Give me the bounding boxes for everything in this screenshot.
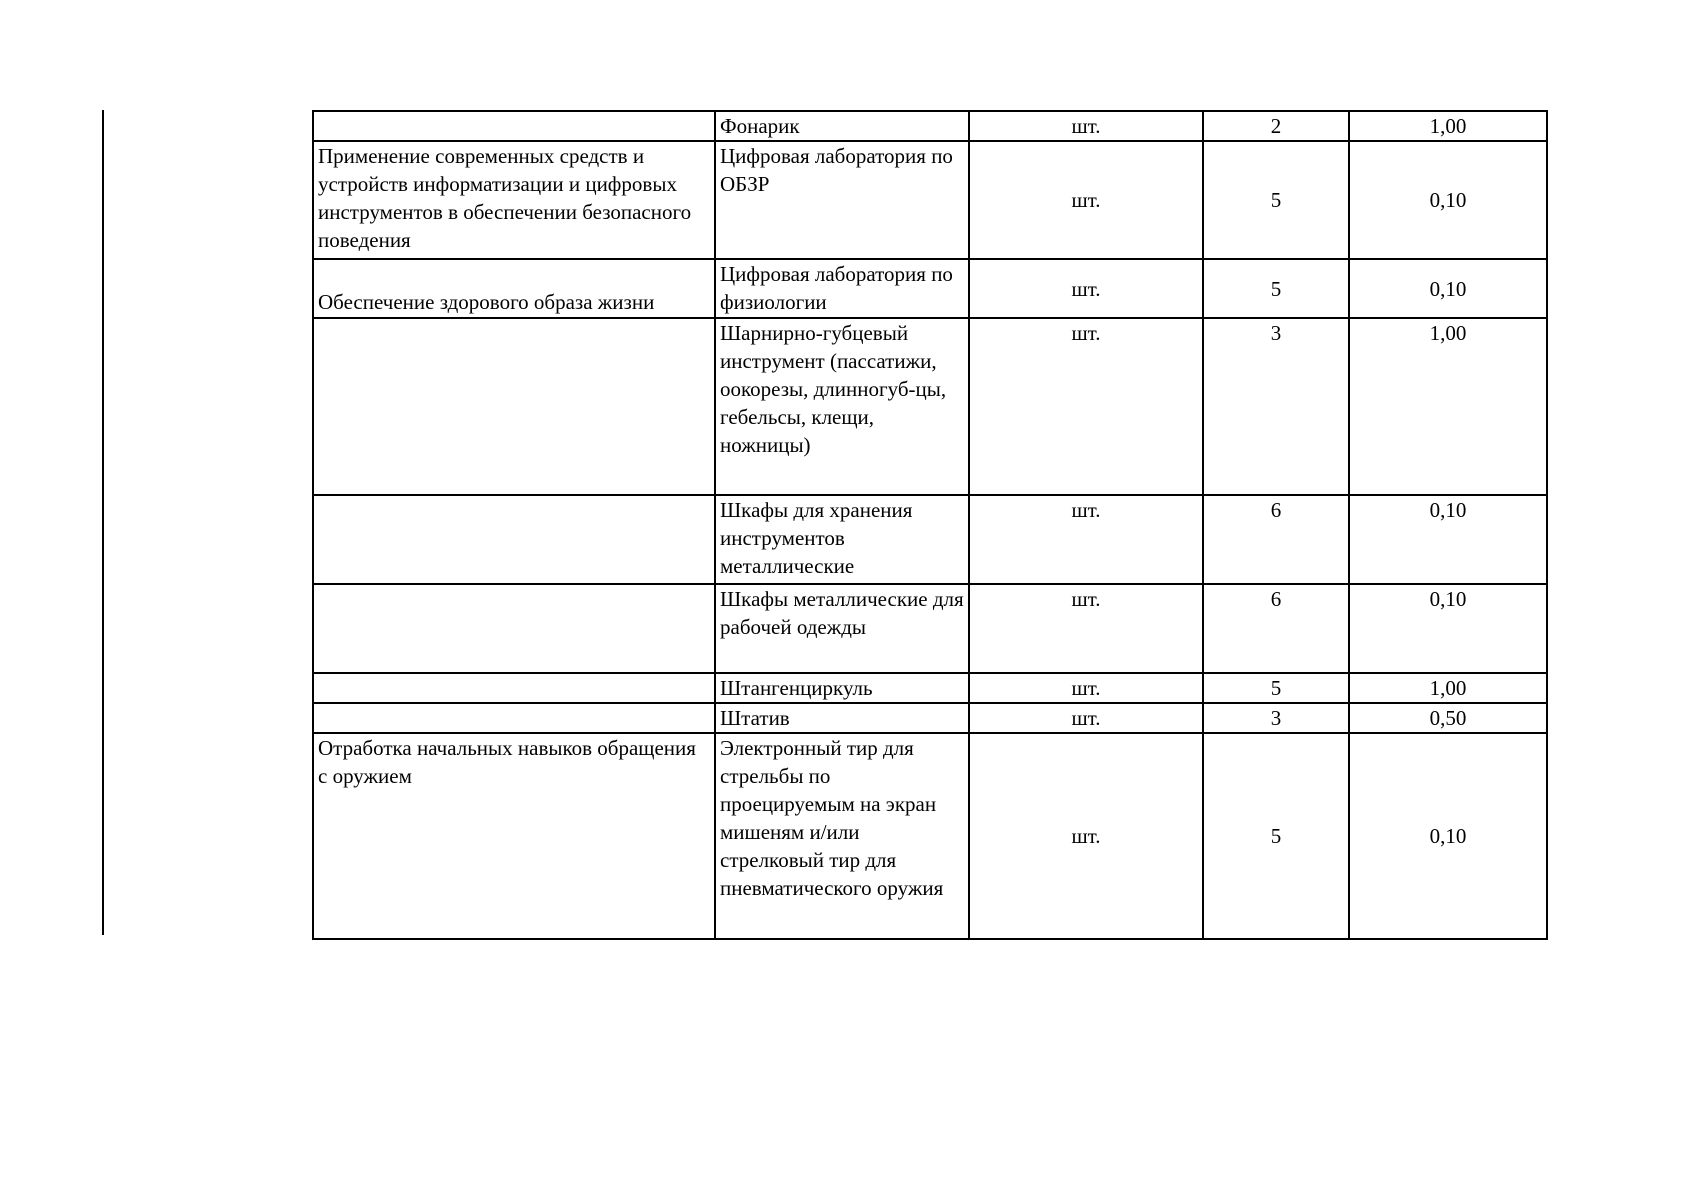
item-name-cell: Цифровая лаборатория по ОБЗР [715,141,969,259]
unit-cell: шт. [969,703,1203,733]
table-row [313,584,1547,673]
purpose-cell [313,318,715,495]
ratio-cell: 0,10 [1349,141,1547,259]
item-name-cell: Штангенциркуль [715,673,969,703]
purpose-cell: Отработка начальных навыков обращения с оружием [313,733,715,939]
quantity-cell: 6 [1203,584,1349,673]
table-row [313,703,1547,733]
purpose-cell [313,111,715,141]
ratio-cell: 0,50 [1349,703,1547,733]
item-name-cell: Цифровая лаборатория по физиологии [715,259,969,318]
unit-cell: шт. [969,673,1203,703]
purpose-cell: Применение современных средств и устройств информатизации и цифровых инструментов в обеспечении безопасного поведения [313,141,715,259]
table-row [313,141,1547,259]
quantity-cell: 2 [1203,111,1349,141]
equipment-table [312,110,1548,940]
table-row [313,111,1547,141]
ratio-cell: 0,10 [1349,733,1547,939]
ratio-cell: 0,10 [1349,495,1547,584]
ratio-cell: 1,00 [1349,318,1547,495]
quantity-cell: 6 [1203,495,1349,584]
item-name-cell: Шарнирно-губцевый инструмент (пассатижи, оокорезы, длинногуб-цы, гебельсы, клещи, ножницы) [715,318,969,495]
table-row [313,673,1547,703]
purpose-cell [313,673,715,703]
item-name-cell: Штатив [715,703,969,733]
purpose-cell [313,584,715,673]
unit-cell: шт. [969,318,1203,495]
purpose-cell [313,495,715,584]
table-row [313,495,1547,584]
table-row [313,318,1547,495]
quantity-cell: 5 [1203,141,1349,259]
item-name-cell: Шкафы металлические для рабочей одежды [715,584,969,673]
ratio-cell: 0,10 [1349,584,1547,673]
ratio-cell: 1,00 [1349,673,1547,703]
unit-cell: шт. [969,259,1203,318]
quantity-cell: 3 [1203,703,1349,733]
quantity-cell: 5 [1203,673,1349,703]
table-row [313,259,1547,318]
unit-cell: шт. [969,584,1203,673]
item-name-cell: Электронный тир для стрельбы по проецируемым на экран мишеням и/или стрелковый тир для пневматического оружия [715,733,969,939]
unit-cell: шт. [969,495,1203,584]
unit-cell: шт. [969,141,1203,259]
purpose-cell: Обеспечение здорового образа жизни [313,259,715,318]
item-name-cell: Шкафы для хранения инструментов металлические [715,495,969,584]
table-row [313,733,1547,939]
quantity-cell: 3 [1203,318,1349,495]
margin-rule [102,110,104,935]
ratio-cell: 1,00 [1349,111,1547,141]
quantity-cell: 5 [1203,733,1349,939]
quantity-cell: 5 [1203,259,1349,318]
unit-cell: шт. [969,733,1203,939]
item-name-cell: Фонарик [715,111,969,141]
unit-cell: шт. [969,111,1203,141]
ratio-cell: 0,10 [1349,259,1547,318]
purpose-cell [313,703,715,733]
